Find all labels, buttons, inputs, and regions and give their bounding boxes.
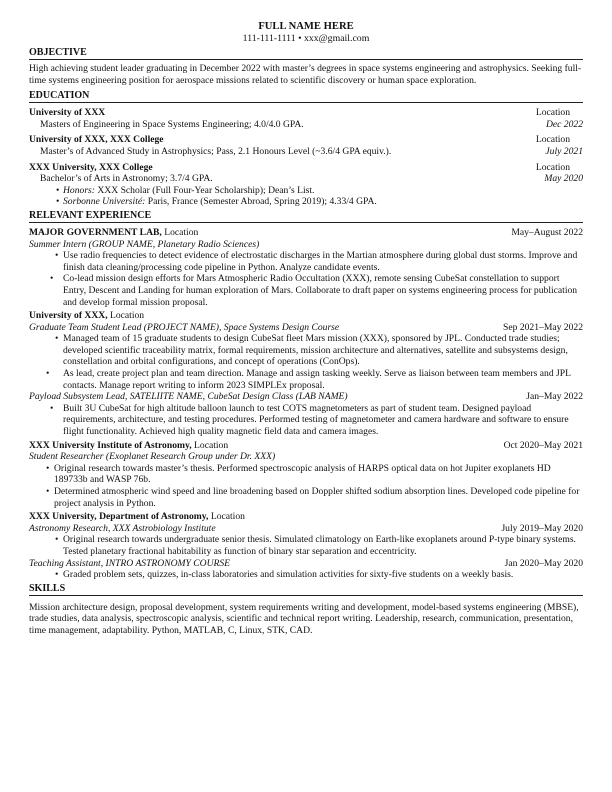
skills-text: Mission architecture design, proposal development, system requirements writing and development, model-based systems engineering (MBSE), trade studies, data analysis, spectroscopic analysis, scientific and technical report writing. Leadership, research, communication, presentation, time management, adaptability. Python, MATLAB, C, Linux, STK, CAD. xyxy=(29,601,579,636)
organization-line xyxy=(29,310,144,322)
experience-date: Sep 2021–May 2022 xyxy=(503,321,583,333)
bullet-list xyxy=(29,403,583,438)
list-item: • Co-lead mission design efforts for Mars Atmospheric Radio Occultation (XXX), remote sensing CubeSat constellation to support Entry, Descent and Landing for human exploration of Mars. Collaborate to draft paper on systems engineering process for publication and develop formal mission proposal. xyxy=(50,273,578,308)
organization-location: Location xyxy=(161,226,199,238)
experience-title: RELEVANT EXPERIENCE xyxy=(29,209,152,221)
bullet-separator: • xyxy=(298,33,302,44)
list-item: • Determined atmospheric wind speed and line broadening based on Doppler shifted sodium absorption lines. Developed code pipeline for project analysis in Python. xyxy=(46,486,580,509)
degree-text: Master’s of Advanced Study in Astrophysics; Pass, 2.1 Honours Level (~3.6/4 GPA equiv.). xyxy=(40,145,392,157)
phone-number: 111-111-1111 xyxy=(242,33,296,44)
experience-date: July 2019–May 2020 xyxy=(501,522,583,534)
school-location: Location xyxy=(535,107,570,119)
role-title: Graduate Team Student Lead (PROJECT NAME), Space Systems Design Course xyxy=(29,321,340,333)
degree-date: July 2021 xyxy=(545,145,583,157)
education-entry xyxy=(29,134,583,157)
section-header-skills xyxy=(29,583,583,596)
role-title: Student Researcher (Exoplanet Research Group under Dr. XXX) xyxy=(29,451,276,463)
list-item: • Built 3U CubeSat for high altitude balloon launch to test COTS magnetometers as part of student team. Designed payload requirements, architecture, and testing procedures. Performed testing of magnetometer and camera hardware and software to ensure flight functionality. Achieved high quality magnetic field data and camera images. xyxy=(50,402,569,438)
organization-line xyxy=(29,227,198,239)
organization-name: University of XXX, xyxy=(29,310,108,322)
school-name: University of XXX xyxy=(29,107,106,119)
honors-list xyxy=(29,185,583,208)
bullet-list xyxy=(29,250,583,308)
experience-date: Jan–May 2022 xyxy=(526,391,583,403)
education-entry xyxy=(29,162,583,208)
list-item: • Use radio frequencies to detect evidence of electrostatic discharges in the Martian atmosphere during global dust storms. Improve and finish data cleaning/processing code pipeline in Python. Analyze candidate events. xyxy=(55,250,578,273)
role-title: Payload Subsystem Lead, SATELIITE NAME, CubeSat Design Class (LAB NAME) xyxy=(29,391,348,403)
list-item: • Managed team of 15 graduate students to design CubeSat fleet Mars mission (XXX), sponsored by JPL. Conducted trade studies; developed scientific traceability matrix, formal requirements, mission architecture and alternatives, satellite and subsystems design, constellation and orbital configurations, and concept of operations (ConOps). xyxy=(55,333,568,368)
experience-entry xyxy=(29,227,583,308)
degree-text: Masters of Engineering in Space Systems Engineering; 4.0/4.0 GPA. xyxy=(40,118,304,130)
organization-location: Location xyxy=(191,439,229,451)
organization-name: XXX University, Department of Astronomy, xyxy=(29,511,209,523)
experience-entry xyxy=(29,440,583,510)
section-header-experience xyxy=(29,210,583,223)
school-name: University of XXX, XXX College xyxy=(29,134,164,146)
bullet-list xyxy=(29,569,583,581)
resume-page xyxy=(29,20,583,639)
degree-date: May 2020 xyxy=(544,173,583,185)
bullet-list xyxy=(29,463,583,509)
experience-entry xyxy=(29,310,583,438)
list-item: • Graded problem sets, quizzes, in-class laboratories and simulation activities for sixty-five students on a weekly basis. xyxy=(55,569,514,581)
experience-date: May–August 2022 xyxy=(511,226,583,238)
organization-location: Location xyxy=(208,511,245,523)
contact-line xyxy=(29,33,583,45)
role-title: Summer Intern (GROUP NAME, Planetary Radio Sciences) xyxy=(29,238,260,250)
school-name: XXX University, XXX College xyxy=(29,161,153,173)
education-title: EDUCATION xyxy=(29,90,90,102)
experience-date: Oct 2020–May 2021 xyxy=(503,439,583,451)
organization-line xyxy=(29,511,245,523)
skills-title: SKILLS xyxy=(29,582,66,594)
organization-name: MAJOR GOVERNMENT LAB, xyxy=(29,226,162,238)
organization-location: Location xyxy=(107,310,145,322)
objective-text: High achieving student leader graduating in December 2022 with master’s degrees in space systems engineering and astrophysics. Seeking full-time systems engineering position for aerospace missions related to scientific discovery or human space exploration. xyxy=(29,63,582,86)
bullet-list xyxy=(29,534,583,557)
bullet-list xyxy=(29,333,583,391)
degree-date: Dec 2022 xyxy=(545,118,583,130)
full-name: FULL NAME HERE xyxy=(258,21,354,32)
degree-text: Bachelor’s of Arts in Astronomy; 3.7/4 GPA. xyxy=(40,173,213,185)
section-header-objective xyxy=(29,47,583,60)
education-entry xyxy=(29,107,583,130)
resume-header xyxy=(29,20,583,45)
section-header-education xyxy=(29,90,583,103)
email-address: xxx@gmail.com xyxy=(303,33,370,44)
objective-title: OBJECTIVE xyxy=(29,47,87,58)
list-item: • Original research towards undergraduate senior thesis. Simulated climatology on Earth-like exoplanets around P-type binary systems. Tested planetary fractional habitability as function of binary star separation and eccentricity. xyxy=(55,534,576,557)
list-item: • Sorbonne Université: Paris, France (Semester Abroad, Spring 2019); 4.33/4 GPA. xyxy=(56,196,377,208)
organization-line xyxy=(29,440,228,452)
school-location: Location xyxy=(535,161,570,173)
school-location: Location xyxy=(535,134,570,146)
list-item: • As lead, create project plan and team direction. Manage and assign tasking weekly. Serve as liaison between team members and JPL contacts. Manage report writing to inform 2023 SIMPLEx proposal. xyxy=(46,368,571,391)
list-item: • Original research towards master’s thesis. Performed spectroscopic analysis of HARPS optical data on hot Jupiter exoplanets HD 189733b and WASP 76b. xyxy=(46,462,551,486)
organization-name: XXX University Institute of Astronomy, xyxy=(29,439,192,451)
list-item: • Honors: XXX Scholar (Full Four-Year Scholarship); Dean’s List. xyxy=(56,184,315,196)
role-title: Astronomy Research, XXX Astrobiology Institute xyxy=(29,522,216,534)
experience-entry xyxy=(29,511,583,581)
experience-date: Jan 2020–May 2020 xyxy=(504,557,583,569)
role-title: Teaching Assistant, INTRO ASTRONOMY COURSE xyxy=(29,557,231,569)
